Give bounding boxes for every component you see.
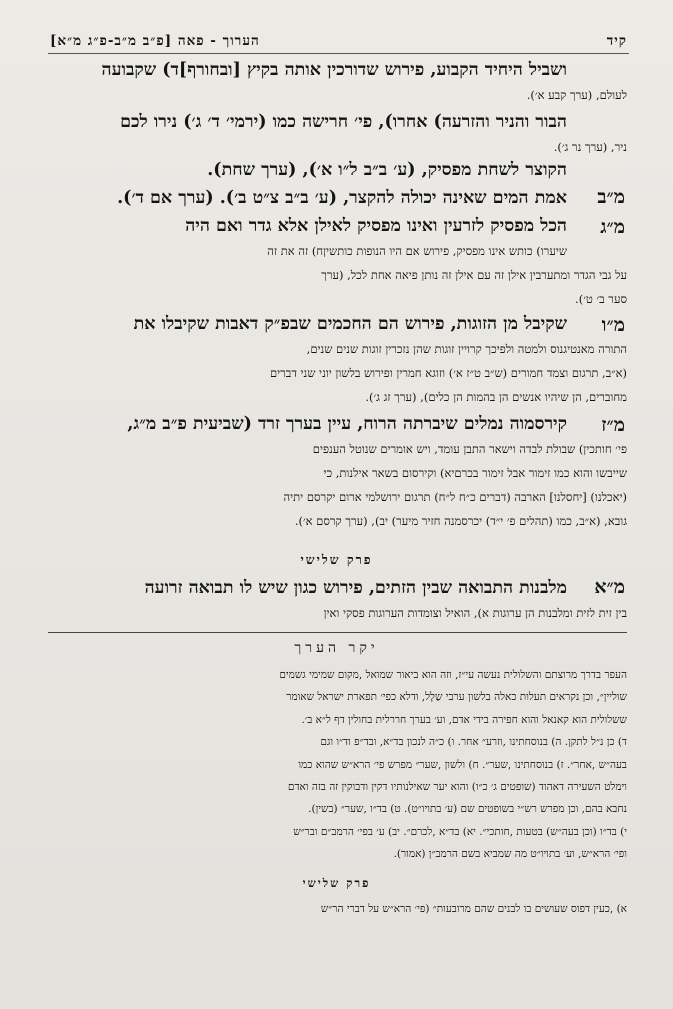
chapter-title: פרק שלישי — [300, 552, 373, 567]
entry-amat-hamayim — [48, 186, 627, 211]
footnotes-chapter-title: פרק שלישי — [302, 876, 371, 890]
entry-lead: ושביל היחיד הקבוע, פירוש שדורכין אותה בקיץ [ובחורף]ד) שקבועה — [101, 60, 567, 80]
header-rule — [48, 53, 629, 54]
entry-lead: הקוצר לשחת מפסיק, (ע׳ ב״ב ל״ו א׳), (ערך שחת). — [207, 160, 567, 180]
entry-line: גובא, (א״ב, כמו (תהלים פ׳ י״ד) יכרסמנה חזיר מיער) יב), (ערך קרסם א׳). — [294, 514, 627, 528]
mishna-marker: מ״א — [594, 576, 625, 598]
entry-line: בין זית לזית ומלבנות הן ערוגות א), הואיל וצומדות הערוגות פסקי ואין — [323, 606, 627, 620]
footnote-line: העפר בדרך מרוצתם והשלולית נעשה עי״ז, וזה הוא ביאור שמואל ,מקום שמימי גשמים — [279, 669, 627, 681]
entry-hazugot — [48, 312, 627, 409]
entry-lead: הבור והניר והזרעה) אחרו), פי׳ חרישה כמו (ירמי׳ ד׳ ג׳) נירו לכם — [120, 112, 567, 132]
footnote-line: שוליין״, וכן נקראים תעלות כאלה בלשון ערבי שַלָל, ודלא כפי׳ תפארת ישראל שאומר — [286, 691, 627, 704]
footnote-separator — [48, 632, 627, 633]
entry-line: שיערו) כותש אינו מפסיק, פירוש אם היו הנופות כותשיןח) זה את זה — [267, 244, 567, 258]
mishna-marker: מ״ב — [597, 186, 625, 208]
entry-line: על גבי הגדר ומתערבין אילן זה עם אילן זה נותן פיאה אחת לכל, (ערך — [321, 268, 627, 282]
running-header — [50, 33, 627, 49]
entry-line: ניר, (ערך נר ג׳). — [553, 140, 627, 154]
footnote-line: נחבא בהם, וכן מפרש רש״י בשופטים שם (ע׳ בתויו״ט). ט) בד״ו ,שער״ (בשין). — [308, 803, 627, 816]
entry-lead: הכל מפסיק לזרעין ואינו מפסיק לאילן אלא גדר ואם היה — [185, 216, 567, 236]
footnote-line: בעה״ש ,אחר״. ז) בנוסחתינו ,שער״. ח) ולשון ,שער״ מפרש פי׳ הרא״ש שהוא כמו — [298, 758, 627, 771]
footnote-line: א) ,כעין דפוס שעושים בו לבנים שהם מרובעות״ (פי׳ הרא״ש על דברי הר״ש — [320, 903, 627, 915]
entry-lead: אמת המים שאינה יכולה להקצר, (ע׳ ב״ב צ״ט ב׳). (ערך אם ד׳). — [117, 188, 567, 208]
footnote-line: י) בד״ו (וכן בעה״ש) בטעות ,חותכי״. יא) בד״א ,לכרם״. יב) ע׳ בפי׳ הרמב״ם ובר״ש — [293, 825, 627, 838]
mishna-marker: מ״ו — [601, 314, 625, 336]
footnotes-chapter-3 — [44, 898, 627, 920]
footnote-line: ופי׳ הרא״ש, וע׳ בתויו״ט מה שמביא בשם הרמב״ן (אמור). — [393, 848, 627, 861]
footnotes — [44, 664, 627, 866]
footnote-line: ששלולית הוא קאנאל והוא חפירה בידי אדם, וע׳ בערך חררלית בחולין דף ל״א ב׳. — [301, 713, 627, 726]
entry-line: (יאכלנו) [יחסלנו] הארבה (דברים כ״ח ל״ח) תרגום ירושלמי ארום יקרסם יתיה — [283, 490, 627, 504]
entry-habor — [48, 110, 627, 159]
entry-malbenot — [48, 576, 627, 625]
mishna-marker: מ״ג — [600, 216, 625, 238]
running-title: הערוך - פאה [פ״ב מ״ב-פ״ג מ״א] — [50, 33, 260, 49]
footnote-line: וימלט השעירה דאהוד (שופטים ג׳ כ״ו) והוא יער שאילנותיו דקין ודבוקין זה בזה ואדם — [287, 781, 627, 794]
entry-line: מחוברים, הן שיהיו אנשים הן בהמות הן כלים), (ערך זג ג׳). — [365, 390, 627, 404]
entry-shvil — [48, 58, 627, 107]
entry-lead: מלבנות התבואה שבין הזתים, פירוש כגון שיש לו תבואה זרועה — [144, 578, 567, 598]
footnotes-title: יקר הערך — [294, 640, 379, 656]
entry-hakol-mafsik — [48, 214, 627, 311]
mishna-marker: מ״ז — [601, 414, 625, 436]
entry-line: לעולם, (ערך קבע א׳). — [526, 88, 627, 102]
entry-lead: שקיבל מן הזוגות, פירוש הם החכמים שבפ״ק דאבות שקיבלו את — [133, 314, 567, 334]
footnote-line: ד) כן נ״ל לתקן. ה) בנוסחתינו ,וזרע״ אחר. ו) כ״ה לנכון בד״א, ובד״פ וד״ו וגם — [320, 736, 627, 749]
entry-line: שייבשו והוא כמו זימור אבל זימור בכרםיא) וקירסום בשאר אילנות, כי — [323, 466, 627, 480]
entry-kirsemuha — [48, 412, 627, 533]
entry-line: סער ב׳ ט׳). — [575, 292, 627, 306]
entry-line: פי׳ חותכין) שבולת לבדה וישאר התבן עומד, ויש אומרים שנוטל הענפים — [312, 442, 627, 456]
entry-line: התורה מאנטיגנוס ולמטה ולפיכך קרויין זוגות שהן נזכרין זוגות שנים שנים, — [306, 342, 627, 356]
page-number: קיד — [606, 33, 627, 49]
entry-hakotzer — [48, 158, 627, 183]
entry-lead: קירסמוה נמלים שיברתה הרוח, עיין בערך זרד (שביעית פ״ב מ״ג, — [127, 414, 567, 434]
entry-line: (א״ב, תרגום וצמד חמורים (ש״ב ט״ז א׳) וזוגא חמרין ופירוש בלשון יוני שני דברים — [269, 366, 627, 380]
